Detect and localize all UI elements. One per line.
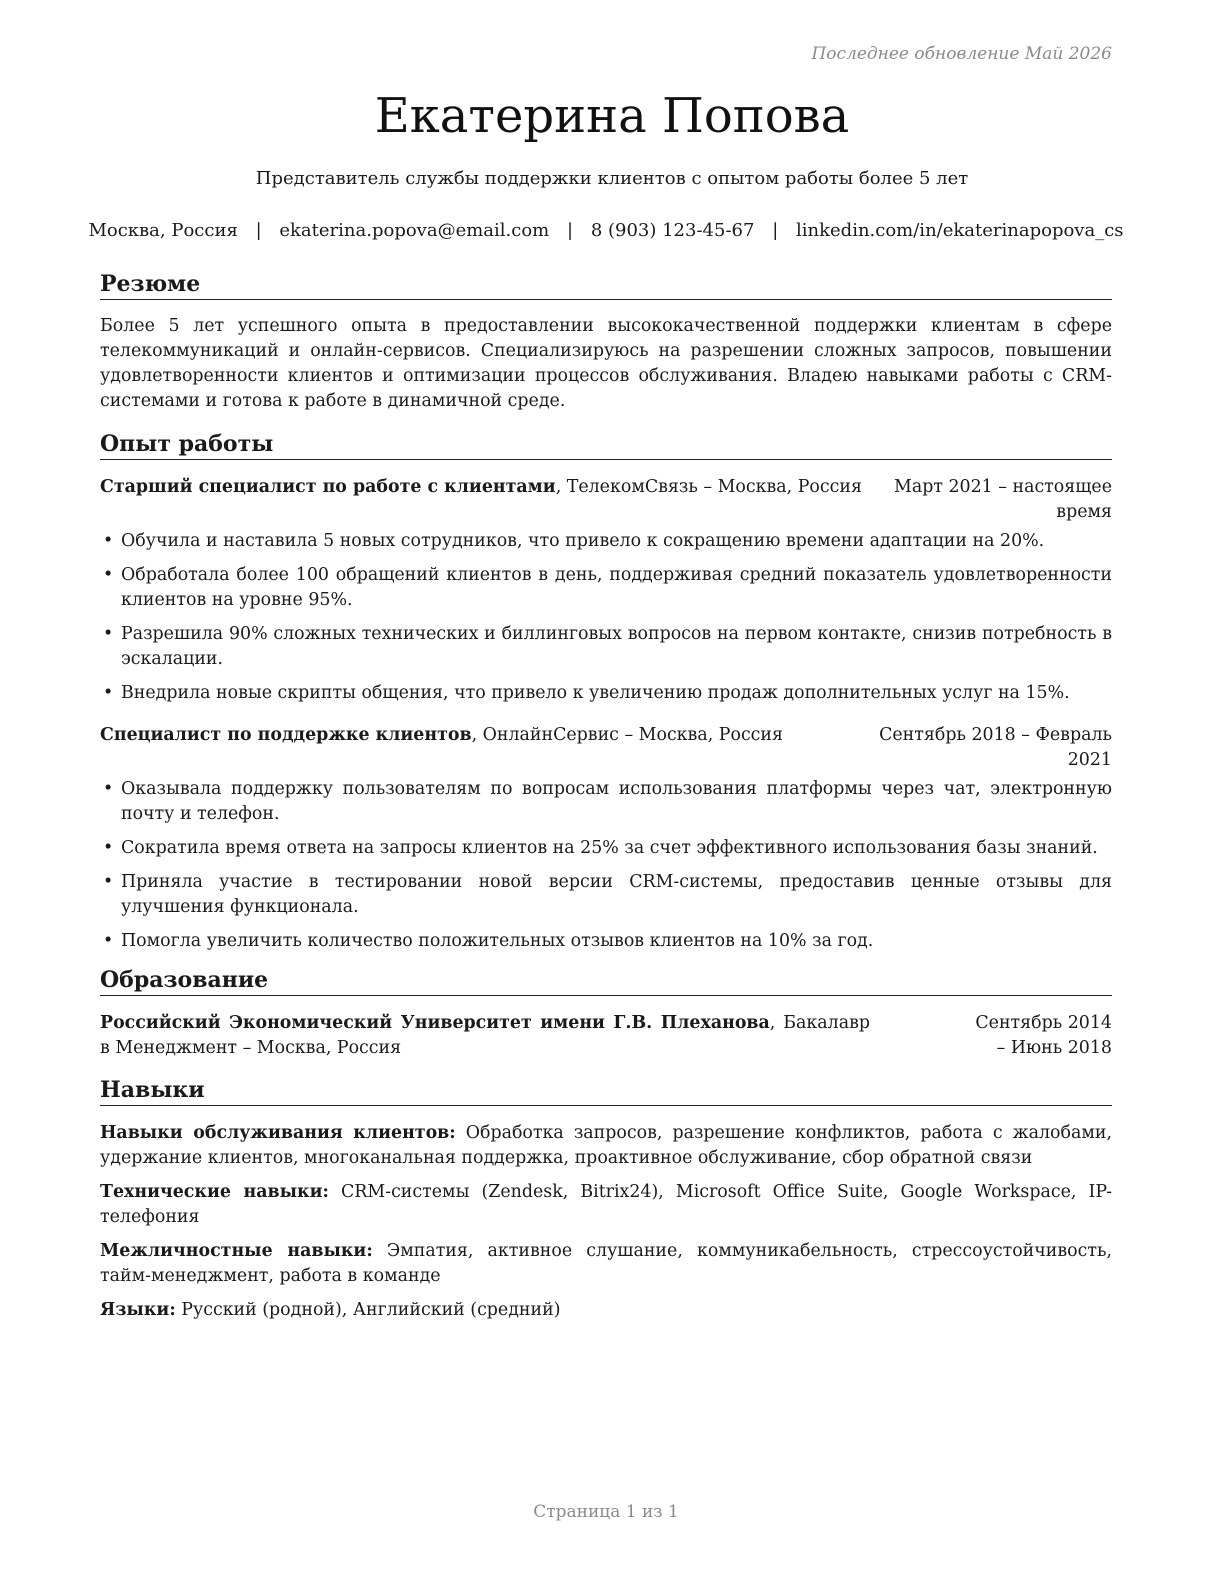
education-degree: , Бакалавр в Менеджмент – Москва, Россия <box>100 1013 871 1058</box>
job-dates: Сентябрь 2018 – Февраль 2021 <box>879 725 1112 770</box>
list-item: • Оказывала поддержку пользователям по вопросам использования платформы через чат, электронную почту и телефон. <box>100 777 1112 827</box>
experience-title: Опыт работы <box>100 430 1112 460</box>
job-role: Старший специалист по работе с клиентами <box>100 477 556 497</box>
list-item: • Обработала более 100 обращений клиентов в день, поддерживая средний показатель удовлетворенности клиентов на уровне 95%. <box>100 563 1112 613</box>
job-bullets <box>100 529 1112 706</box>
skills-list <box>100 1121 1112 1323</box>
skill-value: CRM-системы (Zendesk, Bitrix24), Microsoft Office Suite, Google Workspace, IP-телефония <box>100 1182 1112 1227</box>
skill-value: Русский (родной), Английский (средний) <box>175 1300 561 1320</box>
contact-linkedin[interactable]: linkedin.com/in/ekaterinapopova_cs <box>796 220 1124 241</box>
job-header <box>100 723 1112 773</box>
education-section <box>100 966 1112 1061</box>
skills-title: Навыки <box>100 1076 1112 1106</box>
skill-label: Технические навыки: <box>100 1182 329 1202</box>
job-entry <box>100 723 1112 954</box>
job-bullets <box>100 777 1112 954</box>
job-header <box>100 475 1112 525</box>
skill-value: Эмпатия, активное слушание, коммуникабельность, стрессоустойчивость, тайм-менеджмент, работа в команде <box>100 1241 1112 1286</box>
skill-row <box>100 1298 1112 1323</box>
skill-label: Межличностные навыки: <box>100 1241 373 1261</box>
job-company: , ТелекомСвязь – Москва, Россия <box>555 477 862 497</box>
list-item: • Обучила и наставила 5 новых сотрудников, что привело к сокращению времени адаптации на 20%. <box>100 529 1112 554</box>
list-item: • Помогла увеличить количество положительных отзывов клиентов на 10% за год. <box>100 929 1112 954</box>
skill-row <box>100 1239 1112 1289</box>
list-item: • Разрешила 90% сложных технических и биллинговых вопросов на первом контакте, снизив потребность в эскалации. <box>100 622 1112 672</box>
candidate-subtitle: Представитель службы поддержки клиентов с опытом работы более 5 лет <box>255 168 969 189</box>
contact-separator: | <box>567 220 574 241</box>
skills-section <box>100 1076 1112 1332</box>
job-company: , ОнлайнСервис – Москва, Россия <box>471 725 783 745</box>
contact-separator: | <box>255 220 262 241</box>
contact-phone[interactable]: 8 (903) 123-45-67 <box>590 220 755 241</box>
job-entry <box>100 475 1112 706</box>
education-dates: Сентябрь 2014 – Июнь 2018 <box>975 1013 1112 1058</box>
skill-label: Навыки обслуживания клиентов: <box>100 1123 456 1143</box>
skill-label: Языки: <box>100 1300 176 1320</box>
contact-email[interactable]: ekaterina.popova@email.com <box>279 220 550 241</box>
education-entry <box>100 1011 1112 1061</box>
summary-text: Более 5 лет успешного опыта в предоставлении высококачественной поддержки клиентам в сфере телекоммуникаций и онлайн-сервисов. Специализируюсь на разрешении сложных запросов, повышении удовлетворенности клиентов и оптимизации процессов обслуживания. Владею навыками работы с CRM-системами и готова к работе в динамичной среде. <box>100 316 1112 411</box>
job-role: Специалист по поддержке клиентов <box>100 725 472 745</box>
job-dates: Март 2021 – настоящее время <box>894 477 1112 522</box>
education-school: Российский Экономический Университет имени Г.В. Плеханова <box>100 1013 770 1033</box>
education-title: Образование <box>100 966 1112 996</box>
list-item: • Сократила время ответа на запросы клиентов на 25% за счет эффективного использования базы знаний. <box>100 836 1112 861</box>
last-updated: Последнее обновление Май 2026 <box>811 44 1112 64</box>
candidate-name: Екатерина Попова <box>374 88 850 144</box>
summary-section <box>100 270 1112 414</box>
contact-separator: | <box>772 220 779 241</box>
skill-row <box>100 1121 1112 1171</box>
contact-location: Москва, Россия <box>88 220 238 241</box>
skill-value: Обработка запросов, разрешение конфликтов, работа с жалобами, удержание клиентов, многоканальная поддержка, проактивное обслуживание, сбор обратной связи <box>100 1123 1112 1168</box>
summary-title: Резюме <box>100 270 1112 300</box>
page-number: Страница 1 из 1 <box>533 1502 679 1522</box>
experience-section <box>100 430 1112 963</box>
list-item: • Внедрила новые скрипты общения, что привело к увеличению продаж дополнительных услуг на 15%. <box>100 681 1112 706</box>
contact-line <box>0 220 1212 241</box>
list-item: • Приняла участие в тестировании новой версии CRM-системы, предоставив ценные отзывы для улучшения функционала. <box>100 870 1112 920</box>
skill-row <box>100 1180 1112 1230</box>
